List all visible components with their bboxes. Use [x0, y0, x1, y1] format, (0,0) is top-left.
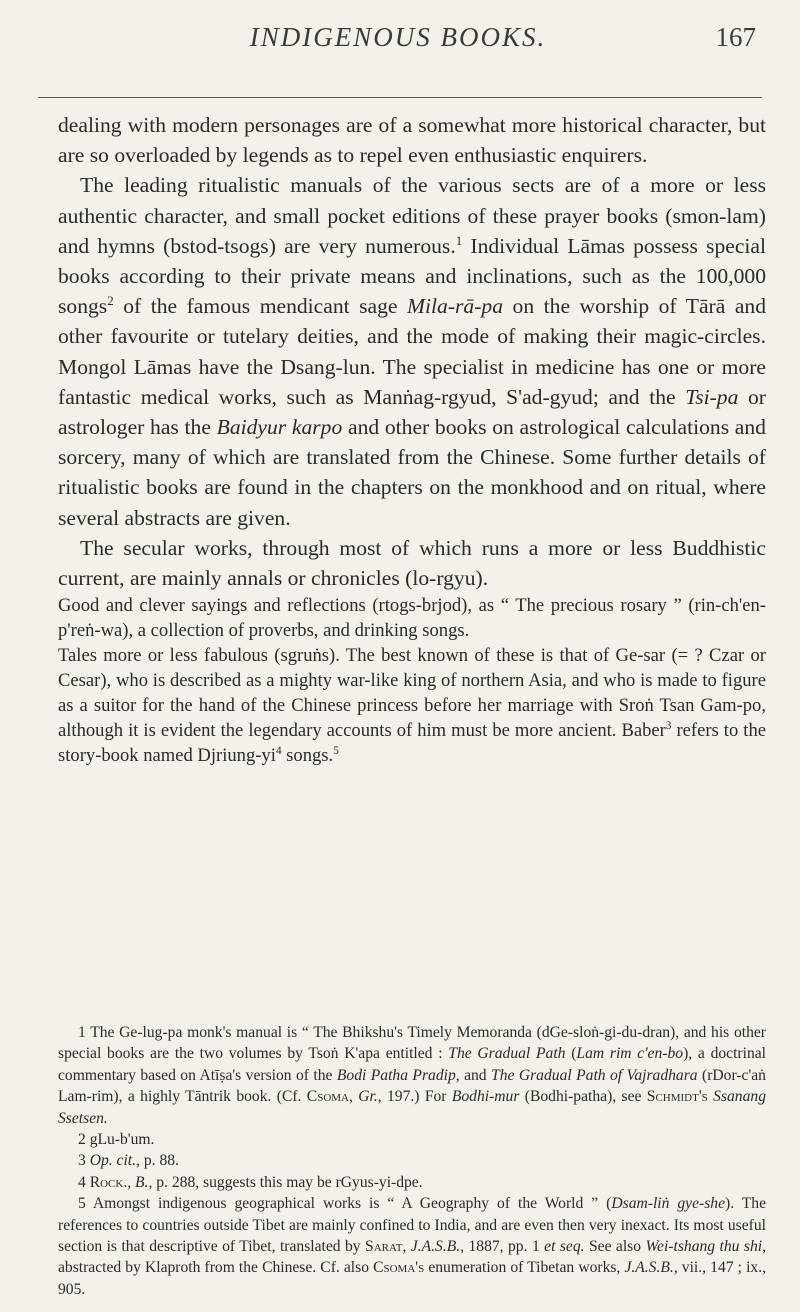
paragraph-5: Tales more or less fabulous (sgruṅs). The best known of these is that of Ge-sar (= ? Czar or Cesar), who is described as a mighty war-like king of northern Asia, and who is made to figure as a suitor for the hand of the Chinese princess before her marriage with Sroṅ Tsan Gam-po, although it is evident the legendary accounts of him must be more ancient. Baber$^3$ refers to the story-book named Djriung-$yi^4$ songs.$^5$: [58, 645, 766, 767]
page-number: 167: [715, 22, 756, 52]
footnote-2: 2 gLu-b'um.: [78, 1131, 155, 1149]
main-text: [58, 110, 766, 768]
footnote-5: 5 Amongst indigenous geographical works is “ A Geography of the World ” (Dsam-liṅ gye-she). The references to countries outside Tibet are mainly confined to India, and are even then very inexact. Its most useful section is that descriptive of Tibet, translated by Sarat, J.A.S.B., 1887, pp. 1 et seq. See also Wei-tshang thu shi, abstracted by Klaproth from the Chinese. Cf. also Csoma's enumeration of Tibetan works, J.A.S.B., vii., 147 ; ix., 905.: [58, 1195, 767, 1298]
footnote-3: 3 Op. cit., p. 88.: [78, 1152, 179, 1170]
header-rule: [38, 97, 762, 98]
running-title: INDIGENOUS BOOKS.: [249, 22, 547, 52]
page-header: [0, 22, 800, 62]
footnote-1: 1 The Ge-lug-pa monk's manual is “ The Bhikshu's Timely Memoranda (dGe-sloṅ-gi-du-dran), and his other special books are the two volumes by Tsoṅ K'apa entitled : The Gradual Path (Lam rim c'en-bo), a doctrinal commentary based on Atīṣa's version of the Bodi Patha Pradip, and The Gradual Path of Vajradhara (rDor-c'aṅ Lam-rim), a highly Tāntrik book. (Cf. Csoma, Gr., 197.) For Bodhi-mur (Bodhi-patha), see Schmidt's Ssanang Ssetsen.: [58, 1024, 767, 1127]
paragraph-2: The leading ritualistic manuals of the various sects are of a more or less authentic character, and small pocket editions of these prayer books (smon-lam) and hymns (bstod-tsogs) are very numerous.$^1$ Individual Lāmas possess special books according to their private means and inclinations, such as the 100,000 songs$^2$ of the famous mendicant sage Mila-rā-pa on the worship of Tārā and other favourite or tutelary deities, and the mode of making their magic-circles. Mongol Lāmas have the Dsang-lun. The specialist in medicine has one or more fantastic medical works, such as Manṅag-rgyud, S'ad-gyud; and the Tsi-pa or astrologer has the Baidyur karpo and other books on astrological calculations and sorcery, many of which are translated from the Chinese. Some further details of ritualistic books are found in the chapters on the monkhood and on ritual, where several abstracts are given.: [58, 173, 766, 530]
paragraph-1: dealing with modern personages are of a somewhat more historical character, but are so overloaded by legends as to repel even enthusiastic enquirers.: [58, 113, 766, 168]
footnotes: [58, 1022, 766, 1300]
paragraph-3: The secular works, through most of which runs a more or less Buddhistic current, are mainly annals or chronicles (lo-rgyu).: [58, 535, 766, 591]
paragraph-4: Good and clever sayings and reflections (rtogs-brjod), as “ The precious rosary ” (rin-ch'en-p'reṅ-wa), a collection of proverbs, and drinking songs.: [58, 595, 766, 642]
footnote-4: 4 Rock., B., p. 288, suggests this may be rGyus-yi-dpe.: [78, 1173, 423, 1191]
